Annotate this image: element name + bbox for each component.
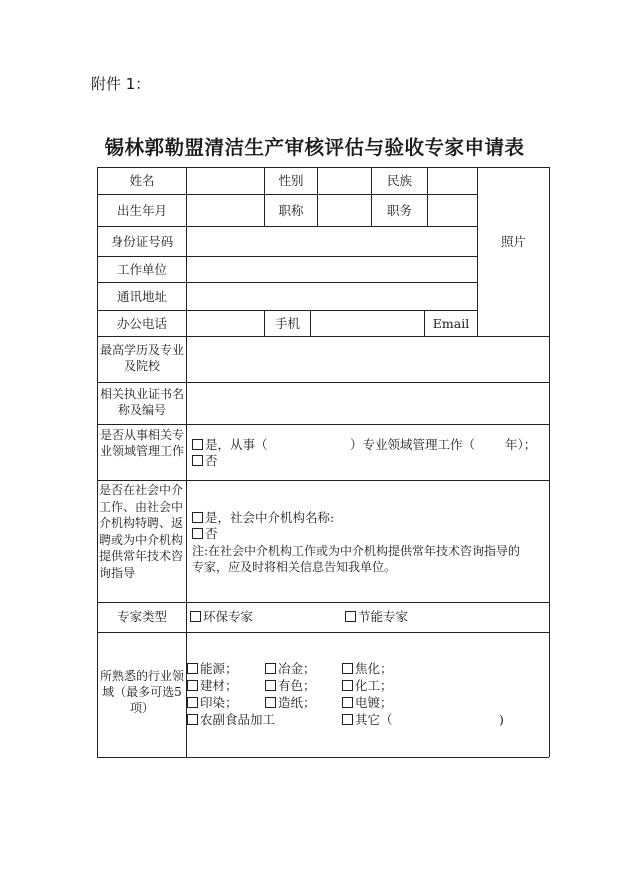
industry-option[interactable]: 焦化； (342, 661, 393, 677)
industry-option[interactable]: 能源； (187, 661, 238, 677)
checkbox-icon (187, 663, 198, 674)
photo-label: 照片 (500, 234, 526, 249)
checkbox-icon (265, 697, 276, 708)
id-number-label: 身份证号码 (110, 234, 174, 249)
position-label: 职务 (386, 203, 412, 218)
checkbox-icon (342, 663, 353, 674)
industry-other-close: ) (499, 712, 504, 727)
industry-option[interactable]: 农副食品加工 (187, 712, 275, 728)
agency-no-option[interactable]: 否 (192, 526, 218, 542)
education-label: 最高学历及专业及院校 (100, 343, 185, 373)
name-label: 姓名 (129, 173, 155, 188)
industry-label: 所熟悉的行业领域（最多可选5项） (100, 669, 185, 715)
checkbox-icon (187, 714, 198, 725)
checkbox-icon (342, 680, 353, 691)
mobile-label: 手机 (274, 316, 300, 331)
ethnicity-label: 民族 (386, 173, 412, 188)
mgmt-no-option[interactable]: 否 (192, 453, 218, 469)
checkbox-icon (187, 697, 198, 708)
address-label: 通讯地址 (116, 289, 167, 304)
employer-label: 工作单位 (116, 262, 167, 277)
industry-option[interactable]: 有色； (265, 678, 316, 694)
agency-note-line-2: 专家，应及时将相关信息告知我单位。 (192, 560, 397, 574)
industry-option[interactable]: 冶金； (265, 661, 316, 677)
checkbox-icon (342, 714, 353, 725)
agency-yes-option[interactable]: 是，社会中介机构名称: (192, 510, 334, 526)
industry-option[interactable]: 造纸； (265, 695, 316, 711)
agency-note-line-1: 注:在社会中介机构工作或为中介机构提供常年技术咨询指导的 (192, 544, 521, 558)
management-question-label: 是否从事相关专业领域管理工作 (100, 428, 185, 458)
checkbox-icon (192, 512, 203, 523)
mgmt-field-text: ）专业领域管理工作（ (350, 437, 476, 452)
gender-label: 性别 (278, 173, 304, 188)
expert-type-energy[interactable]: 节能专家 (345, 609, 408, 625)
office-phone-label: 办公电话 (116, 316, 167, 331)
checkbox-icon (265, 663, 276, 674)
industry-option[interactable]: 印染； (187, 695, 238, 711)
industry-option[interactable]: 电镀； (342, 695, 393, 711)
mgmt-yes-option[interactable]: 是，从事（ (192, 437, 268, 453)
birth-label: 出生年月 (116, 203, 167, 218)
email-label: Email (432, 316, 470, 331)
expert-type-environment[interactable]: 环保专家 (190, 609, 253, 625)
certificate-label: 相关执业证书名称及编号 (100, 387, 185, 417)
mgmt-years-text: 年）； (505, 437, 537, 452)
checkbox-icon (192, 455, 203, 466)
industry-option-other[interactable]: 其它（ (342, 712, 393, 728)
title-rank-label: 职称 (278, 203, 304, 218)
expert-type-label: 专家类型 (116, 609, 167, 624)
checkbox-icon (345, 611, 356, 622)
attachment-label: 附件 1： (91, 75, 151, 93)
checkbox-icon (265, 680, 276, 691)
industry-option[interactable]: 化工； (342, 678, 393, 694)
checkbox-icon (342, 697, 353, 708)
checkbox-icon (192, 439, 203, 450)
industry-option[interactable]: 建材； (187, 678, 238, 694)
form-title: 锡林郭勒盟清洁生产审核评估与验收专家申请表 (104, 136, 525, 159)
checkbox-icon (190, 611, 201, 622)
agency-question-label: 是否在社会中介工作、由社会中介机构特聘、返聘或为中介机构提供常年技术咨询指导 (99, 483, 184, 580)
checkbox-icon (187, 680, 198, 691)
checkbox-icon (192, 528, 203, 539)
